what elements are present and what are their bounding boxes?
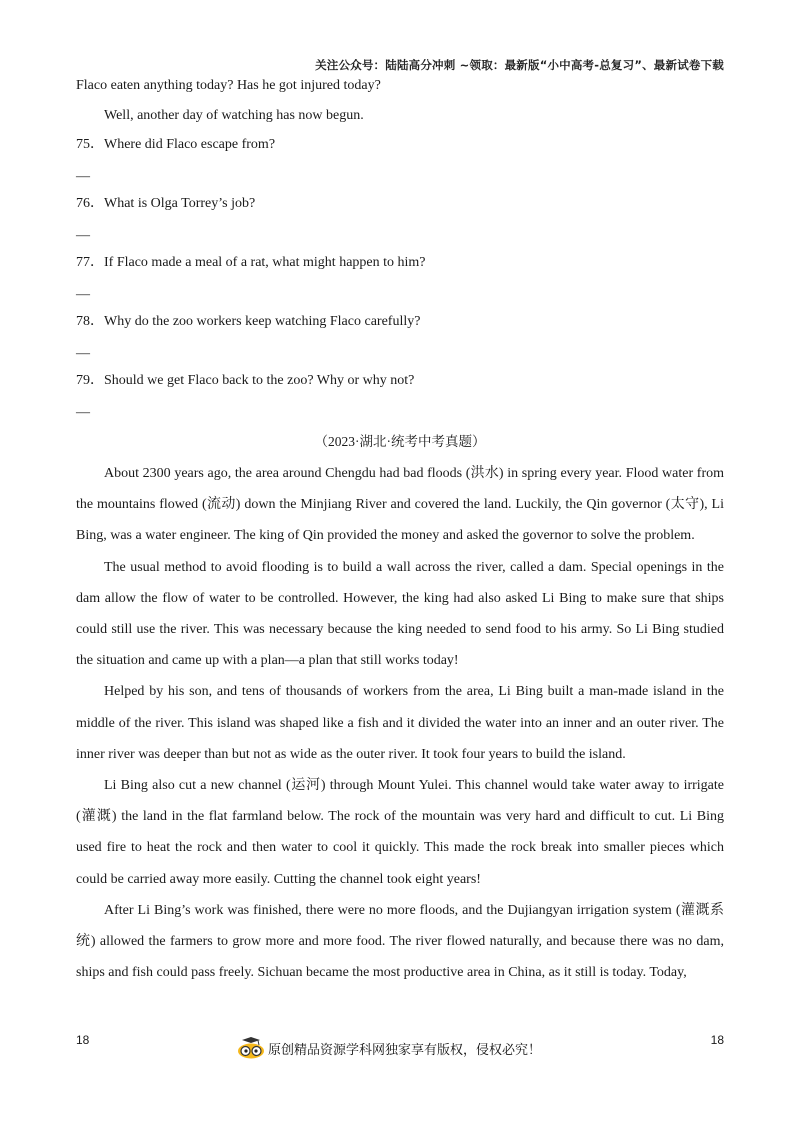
- page-content: [76, 76, 724, 988]
- passage: [76, 458, 724, 988]
- question-text: Why do the zoo workers keep watching Flaco carefully?: [104, 314, 421, 329]
- passage-paragraph: Li Bing also cut a new channel (运河) through Mount Yulei. This channel would take water away to irrigate (灌溉) the land in the flat farmland below. The rock of the mountain was very hard and difficult to cut. Li Bing used fire to heat the rock and then water to cool it quickly. This made the rock break into smaller pieces which could be carried away more easily. Cutting the channel took eight years!: [76, 778, 724, 887]
- copyright-text: 原创精品资源学科网独家享有版权，侵权必究！: [268, 1042, 542, 1058]
- question-text: What is Olga Torrey’s job?: [104, 196, 256, 211]
- answer-blank: —: [76, 405, 90, 420]
- question-text: Where did Flaco escape from?: [104, 137, 276, 152]
- answer-blank: —: [76, 287, 90, 302]
- continuation-line: Well, another day of watching has now begun.: [104, 108, 364, 123]
- question: [76, 135, 724, 155]
- page-header: 关注公众号：陆陆高分冲刺 ~领取：最新版“小中高考-总复习”、最新试卷下载: [315, 58, 724, 72]
- question: [76, 371, 724, 391]
- page-number-left: 18: [76, 1033, 90, 1047]
- page-number-right: 18: [710, 1033, 724, 1047]
- passage-paragraph: About 2300 years ago, the area around Chengdu had bad floods (洪水) in spring every year. Flood water from the mountains flowed (流动) down the Minjiang River and covered the land. Luckily, the Qin governor (太守), Li Bing, was a water engineer. The king of Qin provided the money and asked the governor to solve the problem.: [76, 466, 724, 544]
- answer-blank: —: [76, 346, 90, 361]
- owl-logo-icon: [236, 1037, 266, 1059]
- question-number: 79．: [76, 373, 104, 388]
- question-number: 76．: [76, 196, 104, 211]
- question-number: 78．: [76, 314, 104, 329]
- questions-list: [76, 135, 724, 430]
- question: [76, 253, 724, 273]
- question: [76, 312, 724, 332]
- passage-paragraph: After Li Bing’s work was finished, there were no more floods, and the Dujiangyan irrigation system (灌溉系统) allowed the farmers to grow more and more food. The river flowed naturally, and because there was no dam, ships and fish could pass freely. Sichuan became the most productive area in China, as it still is today. Today,: [76, 902, 724, 981]
- question-text: If Flaco made a meal of a rat, what might happen to him?: [104, 255, 426, 270]
- question-text: Should we get Flaco back to the zoo? Why or why not?: [104, 373, 415, 388]
- question-number: 77．: [76, 255, 104, 270]
- passage-paragraph: Helped by his son, and tens of thousands of workers from the area, Li Bing built a man-made island in the middle of the river. This island was shaped like a fish and it divided the water into an inner and an outer river. The inner river was deeper than but not as wide as the outer river. It took four years to build the island.: [76, 684, 724, 762]
- answer-blank: —: [76, 228, 90, 243]
- question: [76, 194, 724, 214]
- answer-blank: —: [76, 169, 90, 184]
- footer-copyright: [236, 1037, 541, 1059]
- passage-paragraph: The usual method to avoid flooding is to build a wall across the river, called a dam. Special openings in the dam allow the flow of water to be controlled. However, the king had also asked Li Bing to make sure that ships could still use the river. This was necessary because the king needed to send food to his army. So Li Bing studied the situation and came up with a plan—a plan that still works today!: [76, 559, 724, 669]
- continuation-line: Flaco eaten anything today? Has he got injured today?: [76, 78, 381, 93]
- question-number: 75．: [76, 137, 104, 152]
- passage-source: （2023·湖北·统考中考真题）: [314, 434, 486, 449]
